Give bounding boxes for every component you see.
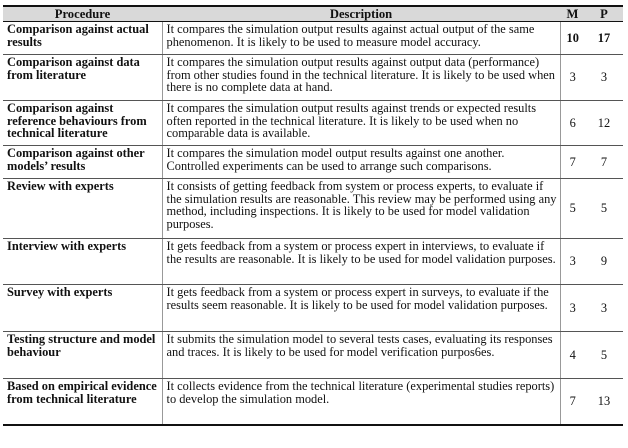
table-row (3, 101, 623, 146)
m-cell: 3 (560, 285, 585, 332)
table-row (3, 239, 623, 285)
description-cell: It gets feedback from a system or process expert in interviews, to evaluate if the results are reasonable. It is likely to be used for model validation purposes. (162, 239, 560, 285)
m-cell: 7 (560, 146, 585, 179)
p-cell: 5 (585, 332, 623, 379)
table-header-row (3, 6, 623, 22)
m-cell: 10 (560, 22, 585, 55)
m-cell: 3 (560, 55, 585, 101)
procedure-cell: Review with experts (3, 179, 162, 239)
description-cell: It consists of getting feedback from system or process experts, to evaluate if the simulation results are reasonable. This review may be performed using any method, including inspections. It is likely to be used for model validation purposes. (162, 179, 560, 239)
procedure-cell: Comparison against actual results (3, 22, 162, 55)
description-cell: It compares the simulation output results against trends or expected results often reported in the technical literature. It is likely to be used when no comparable data is available. (162, 101, 560, 146)
procedure-cell: Comparison against data from literature (3, 55, 162, 101)
table-row (3, 146, 623, 179)
procedures-table (3, 5, 623, 426)
procedure-cell: Interview with experts (3, 239, 162, 285)
header-m: M (560, 6, 585, 22)
procedure-cell: Comparison against other models’ results (3, 146, 162, 179)
p-cell: 13 (585, 379, 623, 425)
p-cell: 5 (585, 179, 623, 239)
procedure-cell: Testing structure and model behaviour (3, 332, 162, 379)
procedure-cell: Comparison against reference behaviours from technical literature (3, 101, 162, 146)
p-cell: 3 (585, 285, 623, 332)
m-cell: 5 (560, 179, 585, 239)
m-cell: 7 (560, 379, 585, 425)
p-cell: 9 (585, 239, 623, 285)
table-row (3, 179, 623, 239)
description-cell: It compares the simulation output results against actual output of the same phenomenon. It is likely to be used to measure model accuracy. (162, 22, 560, 55)
description-cell: It gets feedback from a system or process expert in surveys, to evaluate if the results seem reasonable. It is likely to be used for model validation purposes. (162, 285, 560, 332)
table-row (3, 22, 623, 55)
table-row (3, 285, 623, 332)
table-row (3, 55, 623, 101)
description-cell: It compares the simulation model output results against one another. Controlled experiments can be used to arrange such comparisons. (162, 146, 560, 179)
m-cell: 6 (560, 101, 585, 146)
p-cell: 12 (585, 101, 623, 146)
header-description: Description (162, 6, 560, 22)
table-row (3, 379, 623, 425)
procedure-cell: Survey with experts (3, 285, 162, 332)
m-cell: 3 (560, 239, 585, 285)
description-cell: It compares the simulation output results against output data (performance) from other studies found in the technical literature. It is likely to be used when there is no complete data at hand. (162, 55, 560, 101)
header-procedure: Procedure (3, 6, 162, 22)
m-cell: 4 (560, 332, 585, 379)
description-cell: It collects evidence from the technical literature (experimental studies reports) to develop the simulation model. (162, 379, 560, 425)
p-cell: 17 (585, 22, 623, 55)
p-cell: 7 (585, 146, 623, 179)
table-row (3, 332, 623, 379)
header-p: P (585, 6, 623, 22)
p-cell: 3 (585, 55, 623, 101)
description-cell: It submits the simulation model to several tests cases, evaluating its responses and traces. It is likely to be used for model verification purpos6es. (162, 332, 560, 379)
procedure-cell: Based on empirical evidence from technical literature (3, 379, 162, 425)
